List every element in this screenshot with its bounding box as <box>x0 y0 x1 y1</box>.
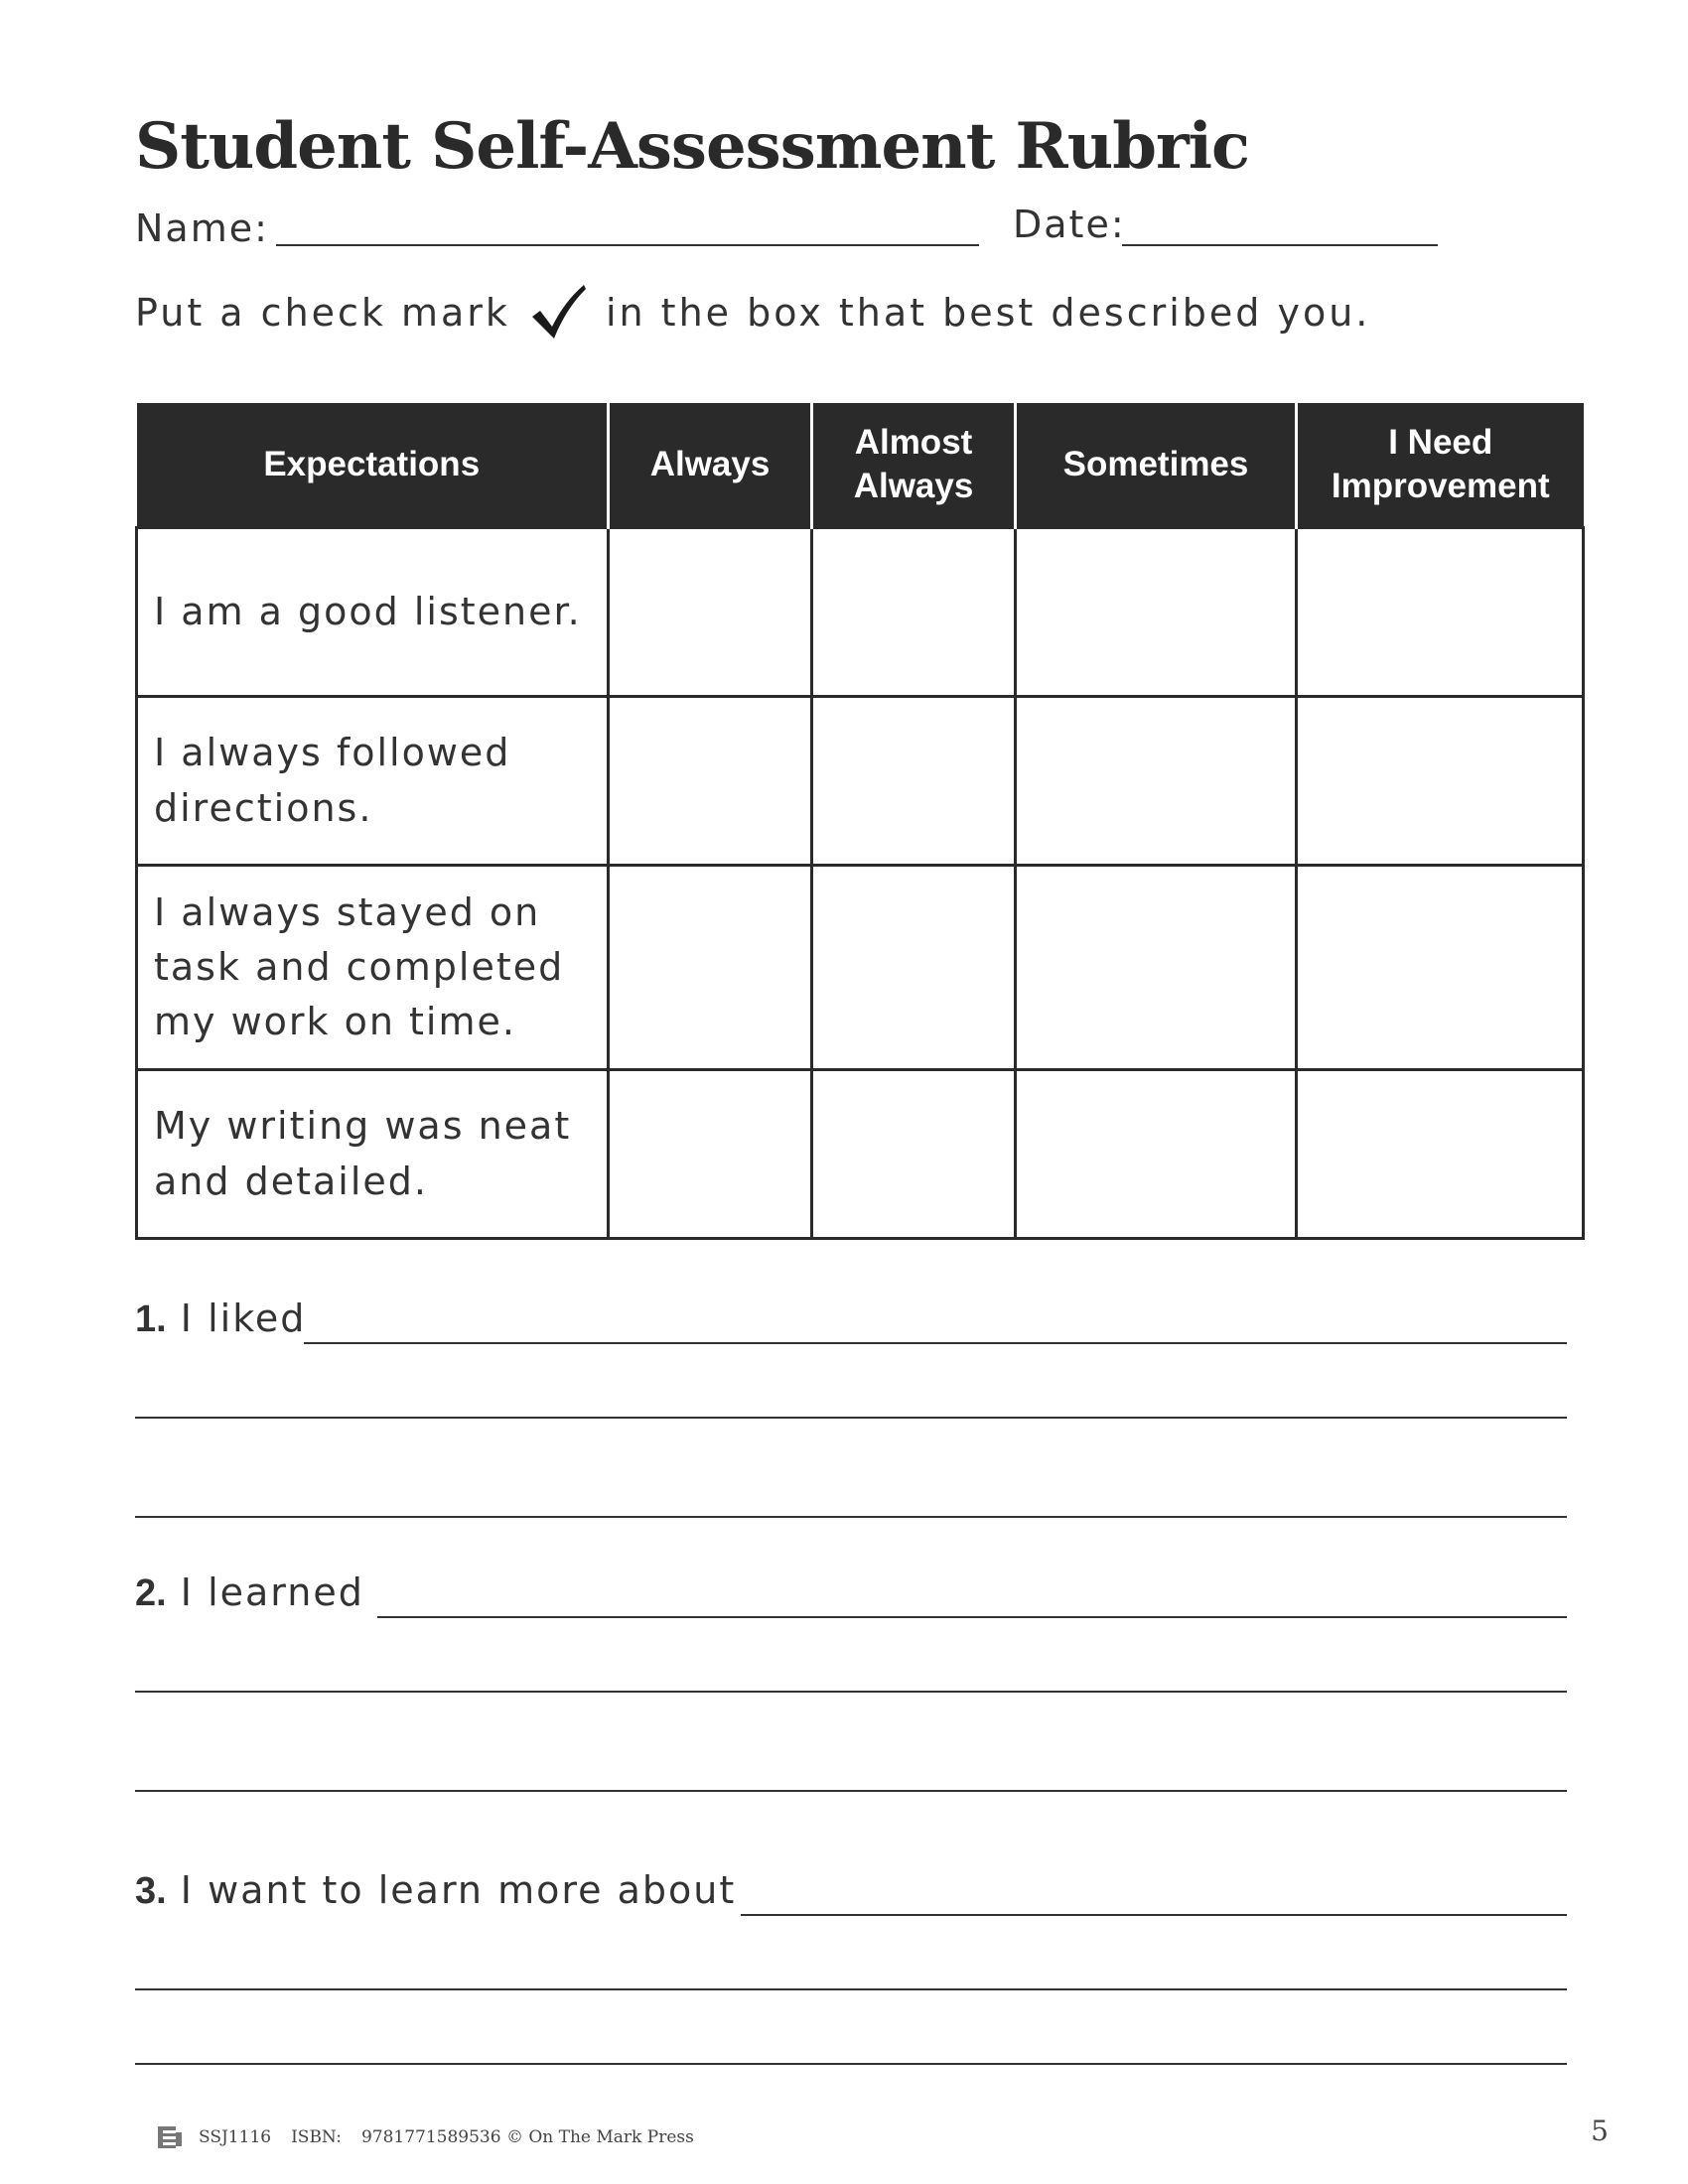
instruction-text-before: Put a check mark <box>135 291 510 335</box>
checkbox-sometimes[interactable] <box>1016 1070 1297 1239</box>
answer-line[interactable] <box>135 1417 1567 1419</box>
instructions <box>135 283 1370 342</box>
footer-isbn-label: ISBN: <box>291 2127 342 2147</box>
expectation-cell: I always followed directions. <box>137 697 609 866</box>
header-almost-always: Almost Always <box>812 403 1016 528</box>
prompt-2 <box>135 1570 364 1615</box>
footer <box>155 2122 714 2152</box>
expectation-cell: I always stayed on task and completed my work on time. <box>137 866 609 1070</box>
checkbox-almost-always[interactable] <box>812 528 1016 697</box>
prompt-number: 1. <box>135 1298 167 1340</box>
checkbox-need-improvement[interactable] <box>1297 528 1584 697</box>
answer-line[interactable] <box>135 1988 1567 1990</box>
checkbox-sometimes[interactable] <box>1016 866 1297 1070</box>
table-row <box>137 528 1584 697</box>
header-always: Always <box>609 403 812 528</box>
answer-line[interactable] <box>304 1342 1567 1344</box>
prompt-number: 3. <box>135 1870 167 1912</box>
checkbox-always[interactable] <box>609 697 812 866</box>
prompt-3 <box>135 1868 736 1913</box>
page-number: 5 <box>1591 2115 1609 2147</box>
prompt-number: 2. <box>135 1572 167 1614</box>
checkbox-sometimes[interactable] <box>1016 697 1297 866</box>
answer-line[interactable] <box>135 2063 1567 2065</box>
prompt-text: I want to learn more about <box>180 1868 737 1912</box>
prompt-text: I learned <box>180 1570 364 1614</box>
header-sometimes: Sometimes <box>1016 403 1297 528</box>
checkbox-always[interactable] <box>609 1070 812 1239</box>
checkbox-always[interactable] <box>609 866 812 1070</box>
date-label: Date: <box>1013 203 1126 246</box>
page-title: Student Self-Assessment Rubric <box>135 109 1249 184</box>
expectation-cell: I am a good listener. <box>137 528 609 697</box>
answer-line[interactable] <box>135 1790 1567 1792</box>
checkbox-need-improvement[interactable] <box>1297 866 1584 1070</box>
prompt-text: I liked <box>180 1297 307 1340</box>
expectation-cell: My writing was neat and detailed. <box>137 1070 609 1239</box>
answer-line[interactable] <box>377 1616 1567 1618</box>
checkbox-need-improvement[interactable] <box>1297 697 1584 866</box>
answer-line[interactable] <box>741 1914 1567 1916</box>
table-row <box>137 866 1584 1070</box>
instruction-text-after: in the box that best described you. <box>605 291 1371 335</box>
checkbox-almost-always[interactable] <box>812 697 1016 866</box>
name-label: Name: <box>135 206 269 250</box>
table-row <box>137 1070 1584 1239</box>
publisher-logo-icon <box>155 2122 185 2152</box>
checkbox-need-improvement[interactable] <box>1297 1070 1584 1239</box>
check-mark-icon <box>528 283 588 342</box>
rubric-header-row <box>137 403 1584 528</box>
answer-line[interactable] <box>135 1516 1567 1518</box>
date-field[interactable] <box>1122 244 1438 246</box>
checkbox-sometimes[interactable] <box>1016 528 1297 697</box>
table-row <box>137 697 1584 866</box>
name-field[interactable] <box>276 244 979 246</box>
footer-isbn: 9781771589536 © On The Mark Press <box>360 2127 694 2147</box>
rubric-table <box>135 403 1585 1240</box>
checkbox-almost-always[interactable] <box>812 1070 1016 1239</box>
prompt-1 <box>135 1297 306 1341</box>
footer-code: SSJ1116 <box>199 2127 272 2147</box>
checkbox-always[interactable] <box>609 528 812 697</box>
checkbox-almost-always[interactable] <box>812 866 1016 1070</box>
header-need-improvement: I Need Improvement <box>1297 403 1584 528</box>
header-expectations: Expectations <box>137 403 609 528</box>
answer-line[interactable] <box>135 1691 1567 1693</box>
